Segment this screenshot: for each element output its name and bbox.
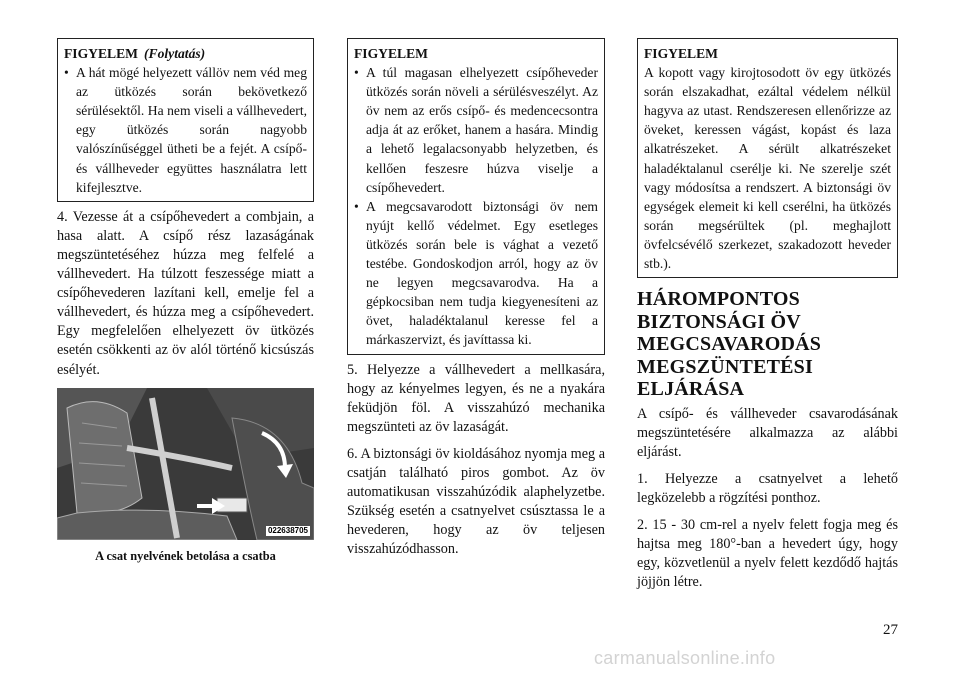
watermark: carmanualsonline.info — [594, 648, 776, 668]
step-1-paragraph: 1. Helyezze a csatnyelvet a lehető legközelebb a rögzítési ponthoz. — [637, 470, 898, 506]
bullet-dot: • — [354, 198, 359, 214]
column-middle — [347, 38, 605, 559]
warning-title: FIGYELEM — [354, 46, 429, 61]
warning-box-continued — [57, 38, 314, 202]
bullet-dot: • — [64, 65, 69, 81]
step-6-paragraph: 6. A biztonsági öv kioldásához nyomja meg a csatján található piros gombot. Az öv automatikusan visszahúzódik alaphelyzetbe. Szükség esetén a csatnyelvet csúsztassa le a hevederen, hogy az öv teljesen visszahúzódhasson. — [347, 445, 605, 558]
warning-text: A kopott vagy kirojtosodott öv egy ütközés során elszakadhat, ezáltal védelem nélkül hagyva az utast. Rendszeresen ellenőrizze az öveket, keressen vágást, kopást és laza alkatrészeket. A sérült alkatrészeket haladéktalanul cserélje ki. Ne szerelje szét vagy módosítsa a rendszert. A biztonsági öv egységek elemeit ki kell cserélni, ha ütközés során megsérültek (pl. meghajlott övfelcsévélő szerkezet, szakadozott heveder stb.). — [644, 65, 891, 272]
seatbelt-buckle-photo — [57, 388, 314, 540]
column-left — [57, 38, 314, 564]
warning-bullet-text: A megcsavarodott biztonsági öv nem nyújt kellő védelmet. Egy esetleges ütközés során bele is vághat a vezető testébe. Gondoskodjon arról, hogy az öv ne legyen megcsavarodva. Ha a gépkocsiban nem tudja kiegyenesíteni az övet, haladéktalanul keresse fel a márkaszervizt, és javíttassa ki. — [366, 198, 598, 348]
column-right — [637, 38, 898, 592]
page-number: 27 — [883, 622, 898, 638]
warning-title-text: FIGYELEM — [64, 46, 139, 61]
bullet-dot: • — [354, 65, 359, 81]
step-4-paragraph: 4. Vezesse át a csípőhevedert a combjain, a hasa alatt. A csípő rész lazaságának megszüntetéséhez húzza meg felfelé a vállhevedert. Ha túlzott feszessége miatt a csípőhevederen lazítani kell, emelje fel a vállhevedert, és húzza meg a csípőhevedert. Egy megfelelően elhelyezett öv ütközés esetén csökkenti az öv alól történő kicsúszás esélyét. — [57, 208, 314, 378]
warning-bullet — [64, 63, 307, 197]
intro-paragraph: A csípő- és vállheveder csavarodásának megszüntetésére alkalmazza az alábbi eljárást. — [637, 405, 898, 460]
heading-line: HÁROMPONTOS — [637, 288, 800, 311]
figure-caption: A csat nyelvének betolása a csatba — [95, 548, 276, 563]
warning-bullet — [354, 197, 598, 350]
warning-box — [637, 38, 898, 278]
step-5-paragraph: 5. Helyezze a vállhevedert a mellkasára, hogy az kényelmes legyen, és ne a nyakára feküdjön föl. A visszahúzó mechanika megszünteti az öv lazaságát. — [347, 361, 605, 435]
step-2-paragraph: 2. 15 - 30 cm-rel a nyelv felett fogja meg és hajtsa meg 180°-ban a hevedert úgy, hogy egy, közvetlenül a nyelv felett kezdődő hajtás jöjjön létre. — [637, 517, 898, 591]
figure-code: 022638705 — [267, 525, 308, 535]
warning-title: FIGYELEM — [644, 46, 719, 61]
warning-bullet-text: A hát mögé helyezett vállöv nem véd meg az ütközés során bekövetkező sérülésektől. Ha nem viseli a vállhevedert, egy ütközés során nagyobb valószínűséggel ütheti be a fejét. A csípő- és vállheveder együttes használatra lett kifejlesztve. — [76, 65, 307, 195]
heading-line: BIZTONSÁGI ÖV — [637, 310, 801, 333]
heading-line: ELJÁRÁSA — [637, 378, 745, 401]
section-heading — [637, 288, 898, 401]
warning-continued-label: (Folytatás) — [144, 46, 206, 61]
seatbelt-buckle-illustration — [57, 388, 314, 540]
heading-line: MEGCSAVARODÁS — [637, 333, 822, 356]
warning-bullet-text: A túl magasan elhelyezett csípőheveder ütközés során növeli a sérülésveszélyt. Az öv nem az erős csípő- és medencecsontra adja át az erőket, hanem a hasára. Mindig a lehető legalacsonyabb helyzetben, és kellően feszesre húzva viselje a csípőhevedert. — [366, 65, 598, 195]
warning-box — [347, 38, 605, 355]
warning-bullet — [354, 63, 598, 197]
warning-title — [64, 44, 307, 63]
heading-line: MEGSZÜNTETÉSI — [637, 355, 813, 378]
